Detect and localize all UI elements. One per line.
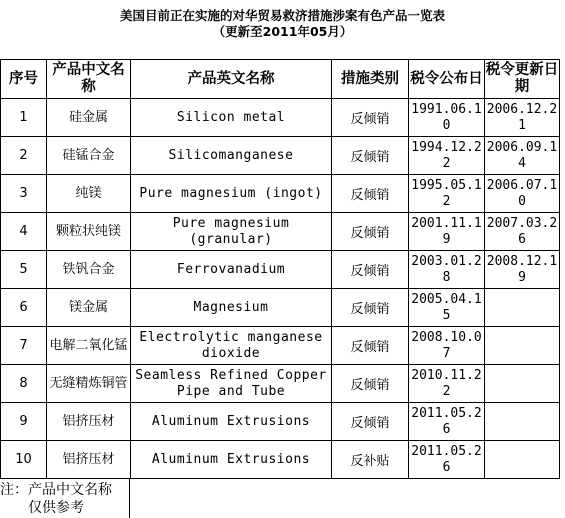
- table-row: [1, 441, 560, 479]
- cell-measure-type: 反倾销: [332, 365, 409, 403]
- cell-cn-name: 铁钒合金: [47, 251, 131, 289]
- title-line-2: （更新至2011年05月）: [212, 24, 353, 39]
- header-index: 序号: [1, 60, 47, 99]
- cell-measure-type: 反倾销: [332, 175, 409, 213]
- cell-measure-type: 反倾销: [332, 251, 409, 289]
- cell-en-name: Ferrovanadium: [131, 251, 332, 289]
- footnote-line-2: 仅供参考: [28, 500, 84, 516]
- table-row: [1, 175, 560, 213]
- table-row: [1, 289, 560, 327]
- cell-update-date: 2006.07.10: [485, 175, 560, 213]
- cell-cn-name: 颗粒状纯镁: [47, 213, 131, 251]
- table-row: [1, 365, 560, 403]
- cell-measure-type: 反倾销: [332, 403, 409, 441]
- table-row: [1, 403, 560, 441]
- cell-publish-date: 2011.05.26: [409, 403, 485, 441]
- cell-index: 2: [1, 137, 47, 175]
- cell-update-date: 2007.03.26: [485, 213, 560, 251]
- cell-en-name: Seamless Refined Copper Pipe and Tube: [131, 365, 332, 403]
- cell-en-name: Silicon metal: [131, 99, 332, 137]
- cell-publish-date: 2011.05.26: [409, 441, 485, 479]
- table-header-row: [1, 60, 560, 99]
- cell-cn-name: 无缝精炼铜管: [47, 365, 131, 403]
- cell-en-name: Aluminum Extrusions: [131, 403, 332, 441]
- cell-publish-date: 2008.10.07: [409, 327, 485, 365]
- cell-measure-type: 反倾销: [332, 213, 409, 251]
- header-update-date: 税令更新日期: [485, 60, 560, 99]
- cell-measure-type: 反倾销: [332, 289, 409, 327]
- cell-publish-date: 1994.12.22: [409, 137, 485, 175]
- title-line-1: 美国目前正在实施的对华贸易救济措施涉案有色产品一览表: [119, 8, 445, 23]
- cell-index: 3: [1, 175, 47, 213]
- cell-measure-type: 反倾销: [332, 99, 409, 137]
- cell-en-name: Silicomanganese: [131, 137, 332, 175]
- cell-en-name: Pure magnesium (ingot): [131, 175, 332, 213]
- header-en-name: 产品英文名称: [131, 60, 332, 99]
- table-row: [1, 213, 560, 251]
- cell-update-date: [485, 327, 560, 365]
- cell-en-name: Pure magnesium (granular): [131, 213, 332, 251]
- header-publish-date: 税令公布日: [409, 60, 485, 99]
- table-body: [1, 99, 560, 479]
- cell-publish-date: 1991.06.10: [409, 99, 485, 137]
- table-row: [1, 251, 560, 289]
- cell-update-date: 2006.09.14: [485, 137, 560, 175]
- cell-cn-name: 纯镁: [47, 175, 131, 213]
- cell-update-date: [485, 289, 560, 327]
- cell-measure-type: 反补贴: [332, 441, 409, 479]
- cell-publish-date: 2003.01.28: [409, 251, 485, 289]
- cell-update-date: 2008.12.19: [485, 251, 560, 289]
- cell-update-date: [485, 403, 560, 441]
- cell-update-date: [485, 441, 560, 479]
- cell-update-date: 2006.12.21: [485, 99, 560, 137]
- cell-index: 7: [1, 327, 47, 365]
- cell-publish-date: 2005.04.15: [409, 289, 485, 327]
- cell-measure-type: 反倾销: [332, 137, 409, 175]
- cell-cn-name: 硅金属: [47, 99, 131, 137]
- table-row: [1, 137, 560, 175]
- cell-publish-date: 2001.11.19: [409, 213, 485, 251]
- cell-publish-date: 2010.11.22: [409, 365, 485, 403]
- cell-index: 5: [1, 251, 47, 289]
- cell-index: 9: [1, 403, 47, 441]
- footnote: [0, 481, 130, 517]
- cell-en-name: Aluminum Extrusions: [131, 441, 332, 479]
- page-title: [0, 8, 565, 40]
- table-row: [1, 327, 560, 365]
- cell-en-name: Electrolytic manganese dioxide: [131, 327, 332, 365]
- cell-en-name: Magnesium: [131, 289, 332, 327]
- cell-update-date: [485, 365, 560, 403]
- header-measure-type: 措施类别: [332, 60, 409, 99]
- cell-index: 8: [1, 365, 47, 403]
- cell-cn-name: 铝挤压材: [47, 441, 131, 479]
- cell-cn-name: 电解二氧化锰: [47, 327, 131, 365]
- cell-measure-type: 反倾销: [332, 327, 409, 365]
- products-table: [0, 59, 560, 479]
- cell-index: 1: [1, 99, 47, 137]
- cell-publish-date: 1995.05.12: [409, 175, 485, 213]
- table-row: [1, 99, 560, 137]
- cell-cn-name: 镁金属: [47, 289, 131, 327]
- cell-index: 6: [1, 289, 47, 327]
- footnote-line-1: 注：产品中文名称: [0, 482, 112, 498]
- cell-index: 4: [1, 213, 47, 251]
- cell-cn-name: 铝挤压材: [47, 403, 131, 441]
- header-cn-name: 产品中文名称: [47, 60, 131, 99]
- cell-index: 10: [1, 441, 47, 479]
- cell-cn-name: 硅锰合金: [47, 137, 131, 175]
